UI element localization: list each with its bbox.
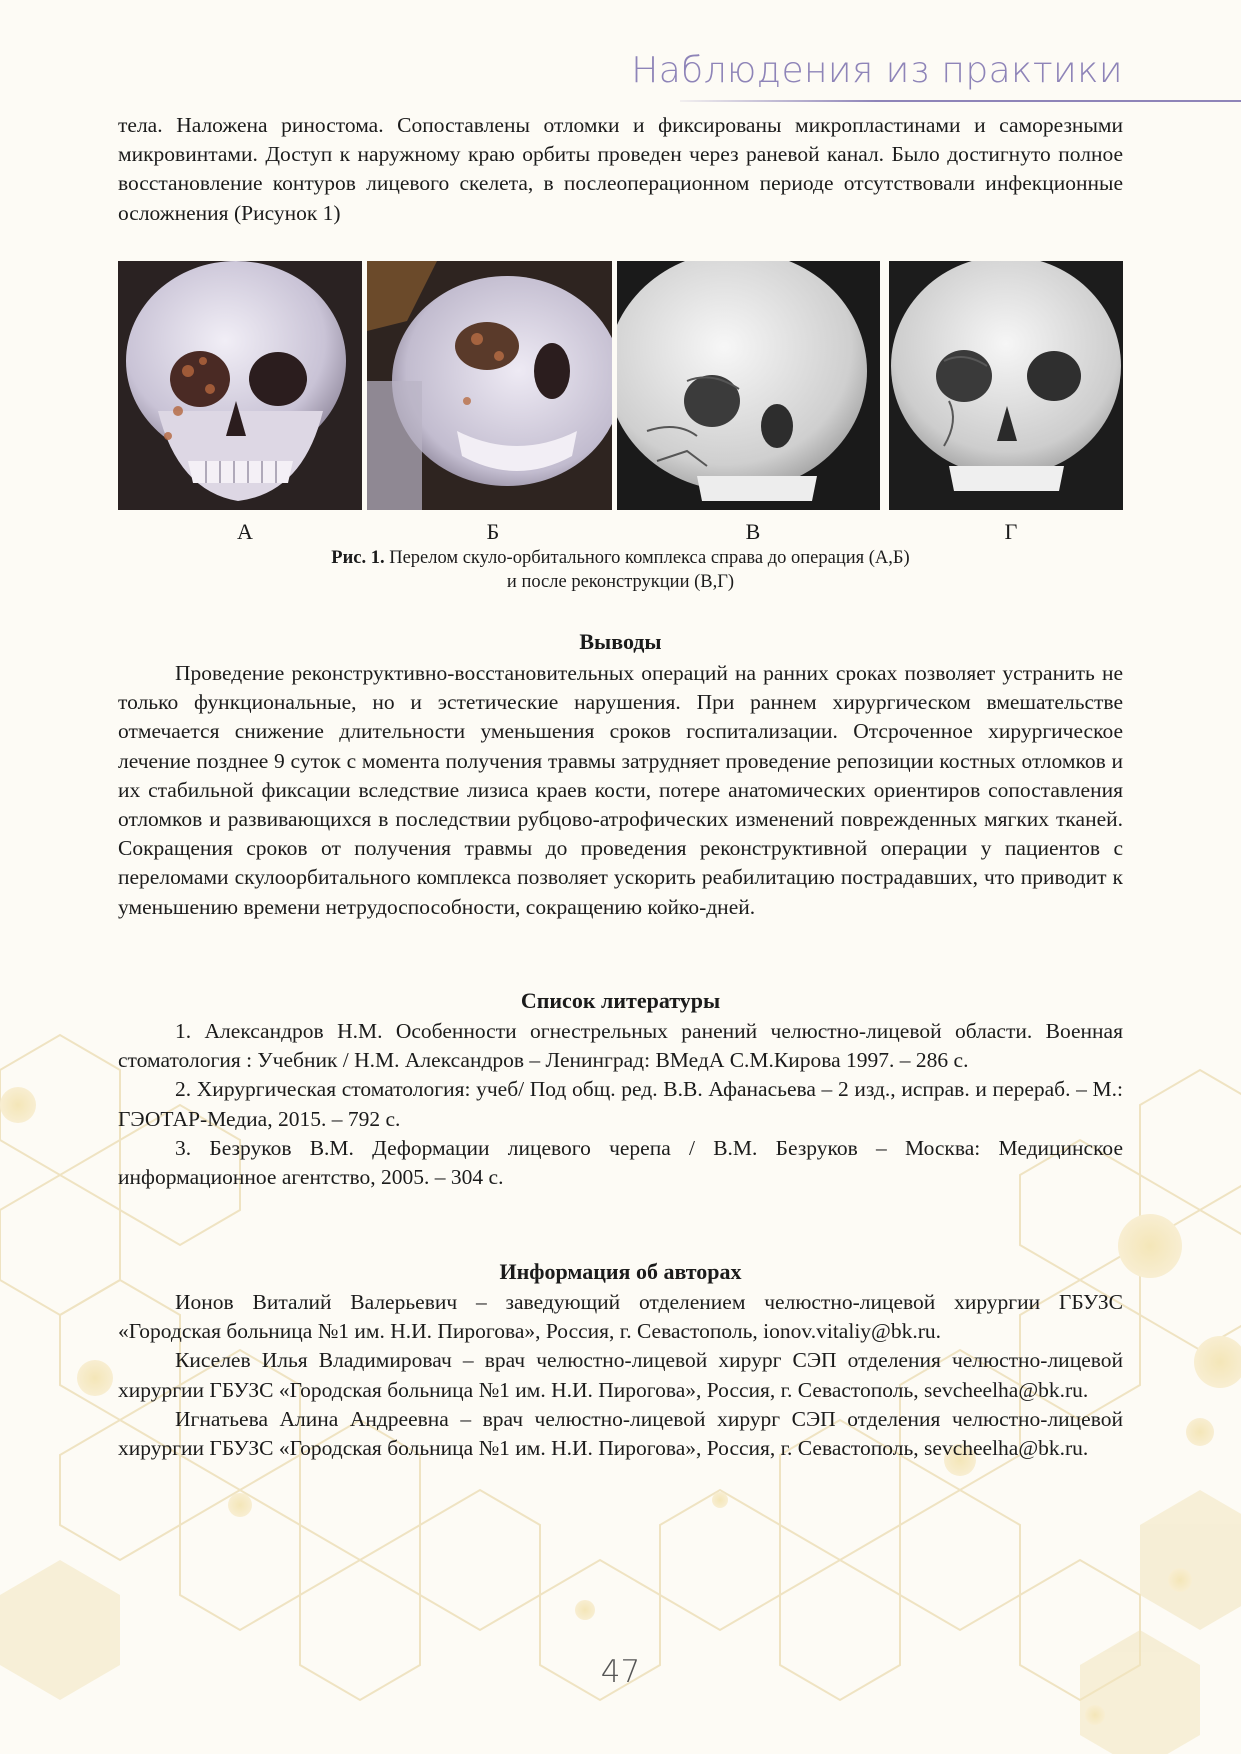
reference-item: 3. Безруков В.М. Деформации лицевого черепа / В.М. Безруков – Москва: Медицинское информационное агентство, 2005. – 304 с. bbox=[118, 1135, 1123, 1190]
authors-heading: Информация об авторах bbox=[499, 1259, 742, 1284]
caption-line-2: и после реконструкции (В,Г) bbox=[506, 572, 735, 592]
references-list bbox=[118, 1017, 1123, 1192]
figure-label-a: А bbox=[237, 519, 253, 544]
figure-label-v: В bbox=[745, 519, 761, 544]
page-number: 47 bbox=[600, 1654, 641, 1690]
figure-label-b: Б bbox=[486, 519, 500, 544]
author-item: Игнатьева Алина Андреевна – врач челюстно-лицевой хирург СЭП отделения челюстно-лицевой хирургии ГБУЗС «Городская больница №1 им. Н.И. Пирогова», Россия, г. Севастополь, sevcheelha@bk.ru. bbox=[118, 1406, 1123, 1461]
author-item: Ионов Виталий Валерьевич – заведующий отделением челюстно-лицевой хирургии ГБУЗС «Городская больница №1 им. Н.И. Пирогова», Россия, г. Севастополь, ionov.vitaliy@bk.ru. bbox=[118, 1290, 1123, 1344]
authors-list bbox=[118, 1288, 1123, 1463]
author-item: Киселев Илья Владимировач – врач челюстно-лицевой хирург СЭП отделения челюстно-лицевой хирургии ГБУЗС «Городская больница №1 им. Н.И. Пирогова», Россия, г. Севастополь, sevcheelha@bk.ru. bbox=[118, 1348, 1123, 1402]
header-rule bbox=[680, 100, 1241, 102]
figure-panel-g bbox=[889, 261, 1123, 510]
figure-panel-a bbox=[118, 261, 362, 510]
figure-panel-v bbox=[617, 261, 880, 510]
references-heading: Список литературы bbox=[520, 988, 721, 1013]
caption-lead: Рис. 1. bbox=[331, 548, 385, 568]
figure-panel-b bbox=[367, 261, 612, 510]
reference-item: 1. Александров Н.М. Особенности огнестрельных ранений челюстно-лицевой области. Военная стоматология : Учебник / Н.М. Александров – Ленинград: ВМедА С.М.Кирова 1997. – 286 с. bbox=[118, 1019, 1123, 1073]
figure-caption bbox=[118, 546, 1123, 594]
conclusions-heading: Выводы bbox=[579, 629, 662, 654]
figure-label-g: Г bbox=[1004, 519, 1018, 544]
running-header: Наблюдения из практики bbox=[631, 50, 1123, 91]
reference-item: 2. Хирургическая стоматология: учеб/ Под общ. ред. В.В. Афанасьева – 2 изд., исправ. и перераб. – М.: ГЭОТАР-Медиа, 2015. – 792 с. bbox=[118, 1077, 1123, 1131]
intro-paragraph: тела. Наложена риностома. Сопоставлены отломки и фиксированы микропластинами и саморезными микровинтами. Доступ к наружному краю орбиты проведен через раневой канал. Было достигнуто полное восстановление контуров лицевого скелета, в послеоперационном периоде отсутствовали инфекционные осложнения (Рисунок 1) bbox=[118, 113, 1123, 225]
caption-line-1: Перелом скуло-орбитального комплекса справа до операция (А,Б) bbox=[389, 548, 910, 568]
figure-1 bbox=[118, 261, 1123, 510]
conclusions-paragraph: Проведение реконструктивно-восстановительных операций на ранних сроках позволяет устранить не только функциональные, но и эстетические нарушения. При раннем хирургическом вмешательстве отмечается снижение длительности уменьшения сроков госпитализации. Отсроченное хирургическое лечение позднее 9 суток с момента получения травмы затрудняет проведение репозиции костных отломков и их стабильной фиксации вследствие лизиса краев кости, потере анатомических ориентиров сопоставления отломков и развивающихся в последствии рубцово-атрофических изменений поврежденных мягких тканей. Сокращения сроков от получения травмы до проведения реконструктивной операции у пациентов с переломами скулоорбитального комплекса позволяет ускорить реабилитацию пострадавших, что приводит к уменьшению времени нетрудоспособности, сокращению койко-дней. bbox=[118, 661, 1123, 919]
